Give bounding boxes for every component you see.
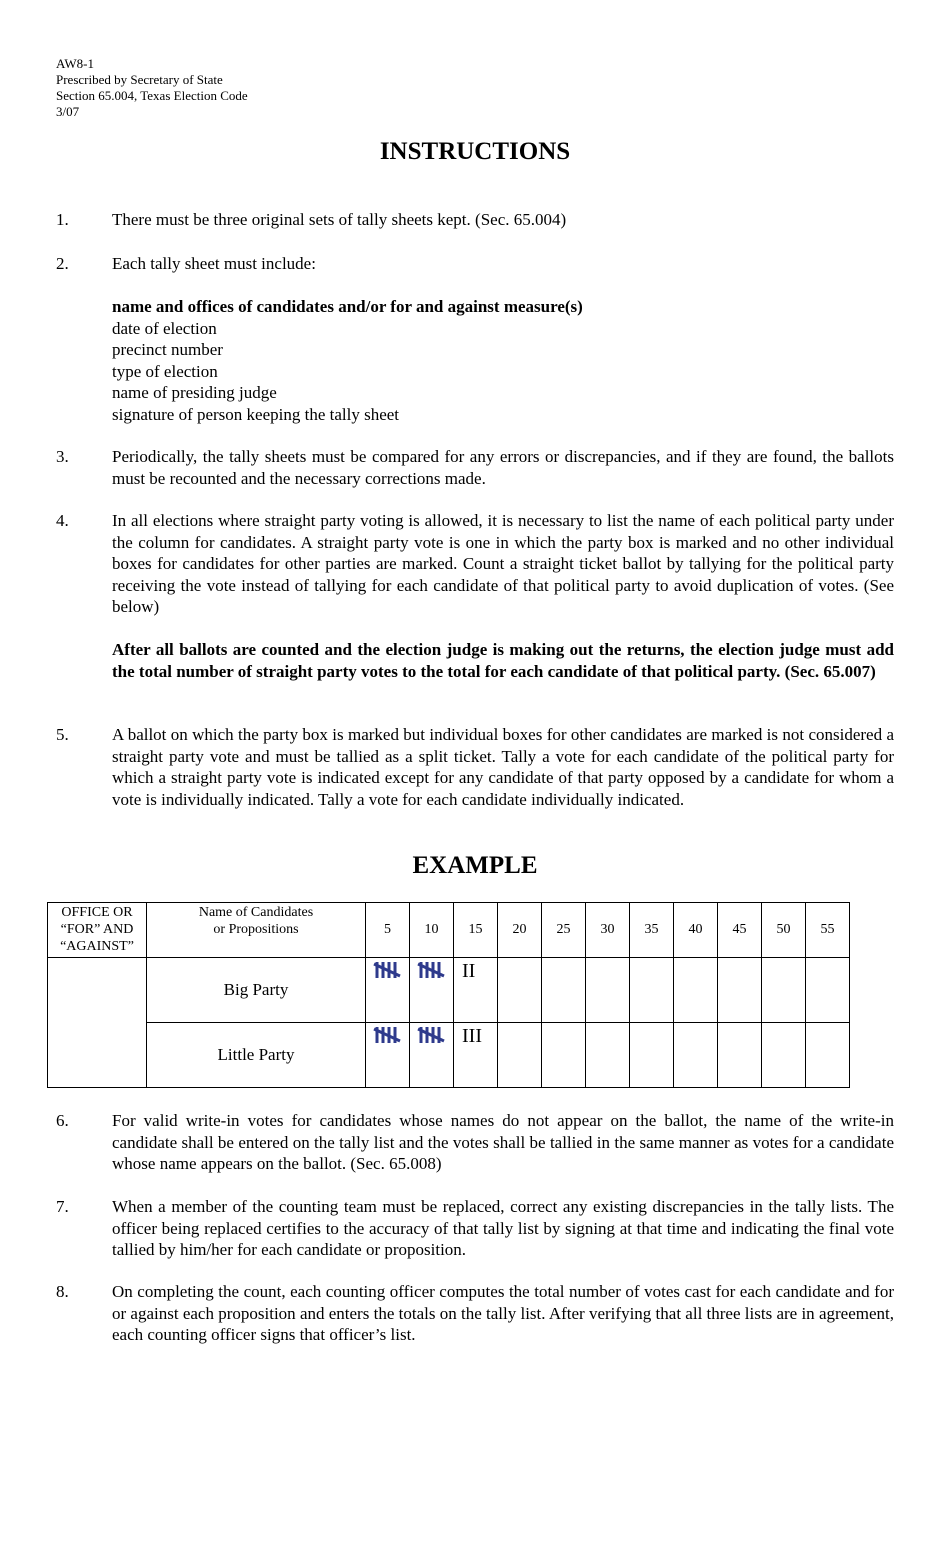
- page-title: INSTRUCTIONS: [379, 138, 571, 165]
- required-field-bold: name and offices of candidates and/or for and against measure(s): [112, 297, 583, 316]
- item-number: 7.: [56, 1197, 69, 1216]
- item-number: 1.: [56, 210, 69, 229]
- item-number: 4.: [56, 511, 69, 530]
- instruction-item: [56, 1281, 894, 1346]
- tally-cell: [806, 1023, 850, 1088]
- column-header: 20: [498, 903, 542, 958]
- item-text: A ballot on which the party box is marked but individual boxes for other candidates are marked is not considered a straight party vote and must be tallied as a split ticket. Tally a vote for each candidate of the political party for which a straight party vote is indicated except for any candidate of that party opposed by a candidate for whom a vote is individually indicated. Tally a vote for each candidate individually indicated.: [112, 725, 894, 809]
- instruction-item: [56, 209, 894, 231]
- column-header: 45: [718, 903, 762, 958]
- required-field: signature of person keeping the tally sheet: [112, 404, 400, 424]
- table-row: [48, 958, 850, 1023]
- tally-cell: [762, 958, 806, 1023]
- item-number: 3.: [56, 447, 69, 466]
- tally-cell: [498, 1023, 542, 1088]
- item-text: In all elections where straight party voting is allowed, it is necessary to list the name of each political party under the column for candidates. A straight party vote is one in which the party box is marked and no other individual boxes for candidates for other parties are marked. Count a straight ticket ballot by tallying for the political party receiving the vote instead of tallying for each candidate of that political party to avoid duplication of votes. (See below): [112, 511, 894, 616]
- example-title: EXAMPLE: [412, 852, 538, 879]
- tally-cell: [586, 1023, 630, 1088]
- column-header: 25: [542, 903, 586, 958]
- column-header: 55: [806, 903, 850, 958]
- tally-cell: [498, 958, 542, 1023]
- required-field: name of presiding judge: [112, 383, 277, 402]
- item-text: When a member of the counting team must be replaced, correct any existing discrepancies in the tally lists. The officer being replaced certifies to the accuracy of that tally list by signing at that time and indicating the final vote tallied by him/her for each candidate or proposition.: [112, 1197, 894, 1259]
- tally-cell: [674, 1023, 718, 1088]
- instruction-item: [56, 724, 894, 810]
- item-number: 2.: [56, 254, 69, 273]
- item-number: 8.: [56, 1282, 69, 1301]
- item-number: 6.: [56, 1111, 69, 1130]
- column-header: 5: [366, 903, 410, 958]
- tally-cell: [410, 1023, 454, 1088]
- code-section: Section 65.004, Texas Election Code: [56, 88, 248, 103]
- office-header: OFFICE OR “FOR” AND “AGAINST”: [48, 903, 147, 958]
- tally-cell: [630, 958, 674, 1023]
- tally-cell: [806, 958, 850, 1023]
- required-field: type of election: [112, 361, 218, 381]
- column-header: 50: [762, 903, 806, 958]
- table-row: [48, 1023, 850, 1088]
- instruction-item: [56, 446, 894, 489]
- tally-cell: [366, 1023, 410, 1088]
- tally-mark-icon: [410, 1025, 453, 1045]
- straight-party-note: After all ballots are counted and the election judge is making out the returns, the election judge must add the total number of straight party votes to the total for each candidate of that political party. (Sec. 65.007): [112, 640, 894, 681]
- tally-remainder: II: [462, 960, 476, 982]
- party-name: Big Party: [147, 958, 366, 1023]
- table-header-row: [48, 903, 850, 958]
- instruction-item: [56, 510, 894, 618]
- tally-mark-icon: [366, 960, 409, 980]
- prescribed-by: Prescribed by Secretary of State: [56, 72, 223, 87]
- tally-cell: [674, 958, 718, 1023]
- item-number: 5.: [56, 725, 69, 744]
- instruction-item: [56, 1110, 894, 1175]
- required-fields-list: [112, 296, 894, 425]
- tally-cell: [762, 1023, 806, 1088]
- party-name: Little Party: [147, 1023, 366, 1088]
- instruction-item: [56, 1196, 894, 1261]
- item-text: There must be three original sets of tally sheets kept. (Sec. 65.004): [112, 210, 567, 229]
- example-tally-table: [47, 902, 850, 1088]
- tally-cell: [718, 1023, 762, 1088]
- column-header: 35: [630, 903, 674, 958]
- tally-cell: [454, 958, 498, 1023]
- tally-cell: [630, 1023, 674, 1088]
- column-header: 30: [586, 903, 630, 958]
- item-text: Each tally sheet must include:: [112, 254, 316, 273]
- tally-cell: [542, 958, 586, 1023]
- tally-cell: [410, 958, 454, 1023]
- column-header: 10: [410, 903, 454, 958]
- instruction-item: [56, 253, 894, 275]
- item-text: For valid write-in votes for candidates whose names do not appear on the ballot, the name of the write-in candidate shall be entered on the tally list and the votes shall be tallied in the same manner as votes for a candidate whose name appears on the ballot. (Sec. 65.008): [112, 1111, 894, 1173]
- item-text: On completing the count, each counting officer computes the total number of votes cast for each candidate and for or against each proposition and enters the totals on the tally list. After verifying that all three lists are in agreement, each counting officer signs that officer’s list.: [112, 1282, 894, 1344]
- form-date: 3/07: [56, 104, 80, 119]
- column-header: 15: [454, 903, 498, 958]
- tally-cell: [718, 958, 762, 1023]
- tally-cell: [542, 1023, 586, 1088]
- required-field: date of election: [112, 318, 217, 338]
- tally-cell: [586, 958, 630, 1023]
- office-cell: [48, 958, 147, 1088]
- column-header: 40: [674, 903, 718, 958]
- tally-cell: [366, 958, 410, 1023]
- item-text: Periodically, the tally sheets must be compared for any errors or discrepancies, and if they are found, the ballots must be recounted and the necessary corrections made.: [112, 447, 894, 488]
- form-header: [56, 56, 248, 120]
- names-header: Name of Candidates or Propositions: [147, 903, 366, 958]
- tally-cell: [454, 1023, 498, 1088]
- tally-mark-icon: [366, 1025, 409, 1045]
- required-field: precinct number: [112, 340, 223, 359]
- tally-remainder: III: [462, 1025, 482, 1047]
- form-id: AW8-1: [56, 56, 94, 71]
- tally-mark-icon: [410, 960, 453, 980]
